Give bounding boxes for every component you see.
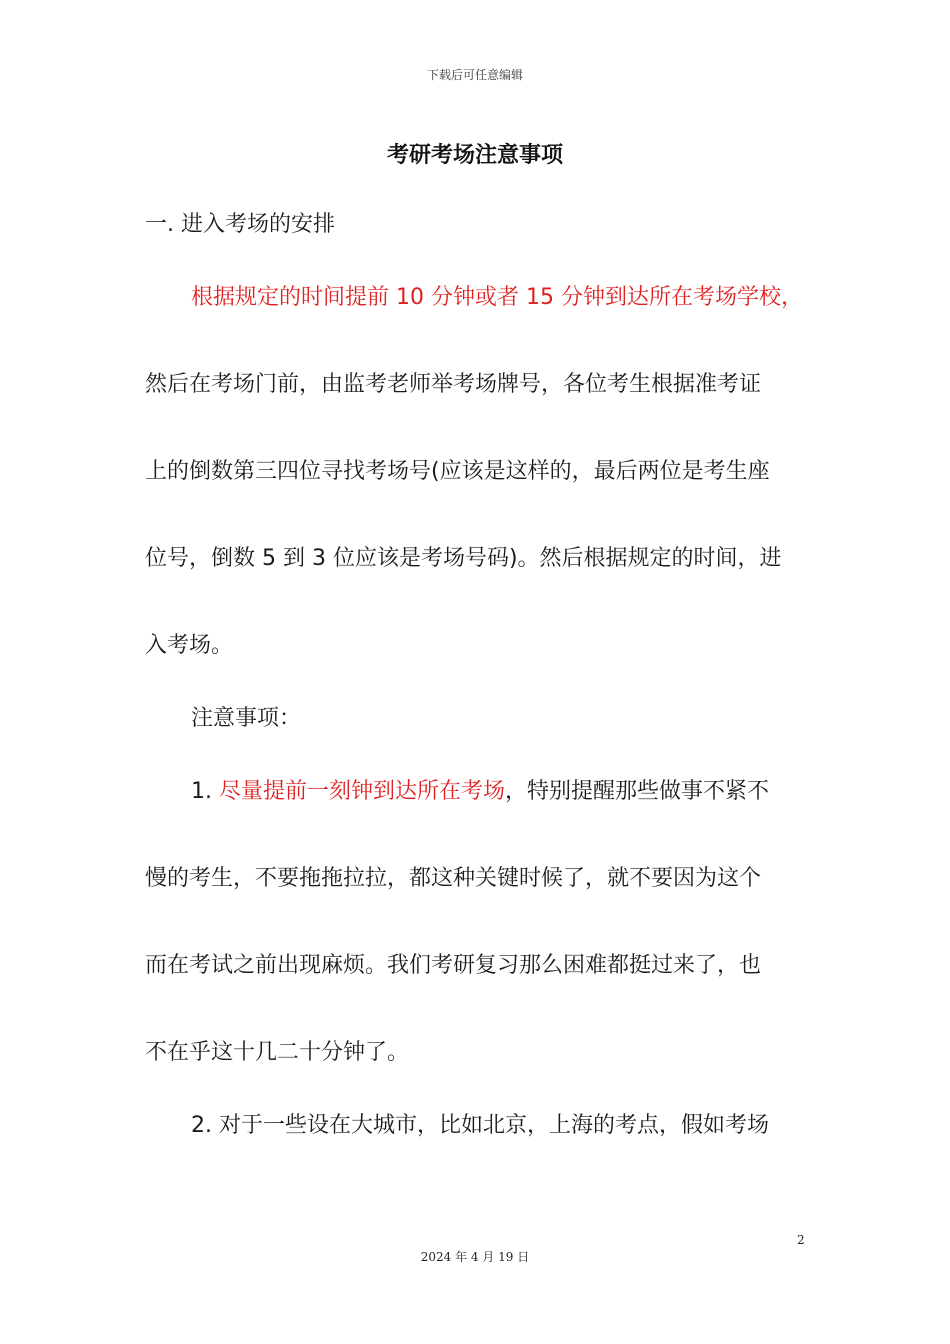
note1-number: 1. <box>191 779 219 804</box>
page-number: 2 <box>797 1233 805 1247</box>
para1-line4: 位号，倒数 5 到 3 位应该是考场号码)。然后根据规定的时间，进 <box>145 546 782 571</box>
note1-highlight: 尽量提前一刻钟到达所在考场 <box>218 779 505 804</box>
note1-line1 <box>191 777 769 807</box>
note1-line2: 慢的考生，不要拖拖拉拉，都这种关键时候了，就不要因为这个 <box>145 866 762 891</box>
page-footer-date: 2024 年 4 月 19 日 <box>420 1250 530 1264</box>
notes-heading: 注意事项： <box>191 706 302 731</box>
note1-line3: 而在考试之前出现麻烦。我们考研复习那么困难都挺过来了，也 <box>145 953 762 978</box>
para1-line3: 上的倒数第三四位寻找考场号(应该是这样的，最后两位是考生座 <box>145 459 770 484</box>
para1-line2: 然后在考场门前，由监考老师举考场牌号，各位考生根据准考证 <box>145 372 762 397</box>
para1-line1: 根据规定的时间提前 10 分钟或者 15 分钟到达所在考场学校， <box>191 285 803 310</box>
para1-line5: 入考场。 <box>145 633 234 658</box>
section-heading: 一. 进入考场的安排 <box>145 212 335 237</box>
note1-rest: ，特别提醒那些做事不紧不 <box>505 779 770 804</box>
page-header: 下载后可任意编辑 <box>426 68 523 82</box>
note2-line1: 2. 对于一些设在大城市，比如北京，上海的考点，假如考场 <box>191 1113 769 1138</box>
document-title: 考研考场注意事项 <box>386 143 563 168</box>
note1-line4: 不在乎这十几二十分钟了。 <box>145 1040 410 1065</box>
